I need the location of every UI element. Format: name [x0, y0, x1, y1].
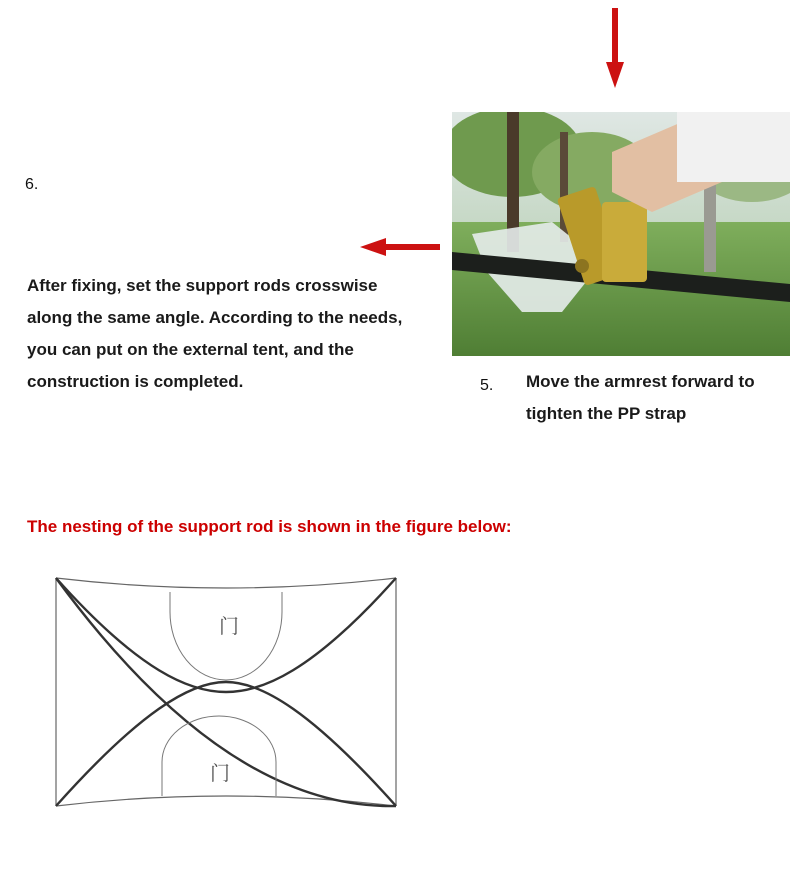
nesting-title: The nesting of the support rod is shown in the figure below: [27, 517, 512, 536]
ratchet-strap-photo [452, 112, 790, 356]
arrow-left-icon [360, 238, 440, 256]
door-label-top: 门 [219, 614, 239, 638]
step-5-number: 5. [480, 377, 494, 394]
step-6-description: After fixing, set the support rods crosswise along the same angle. According to the needs, you can put on the external tent, and the construction is completed. [27, 276, 403, 391]
support-rod-diagram [50, 572, 402, 812]
step-5-description: Move the armrest forward to tighten the PP strap [526, 372, 755, 423]
arrow-down-icon [606, 8, 624, 88]
door-label-bottom: 门 [210, 761, 230, 785]
step-6-number: 6. [25, 176, 39, 193]
